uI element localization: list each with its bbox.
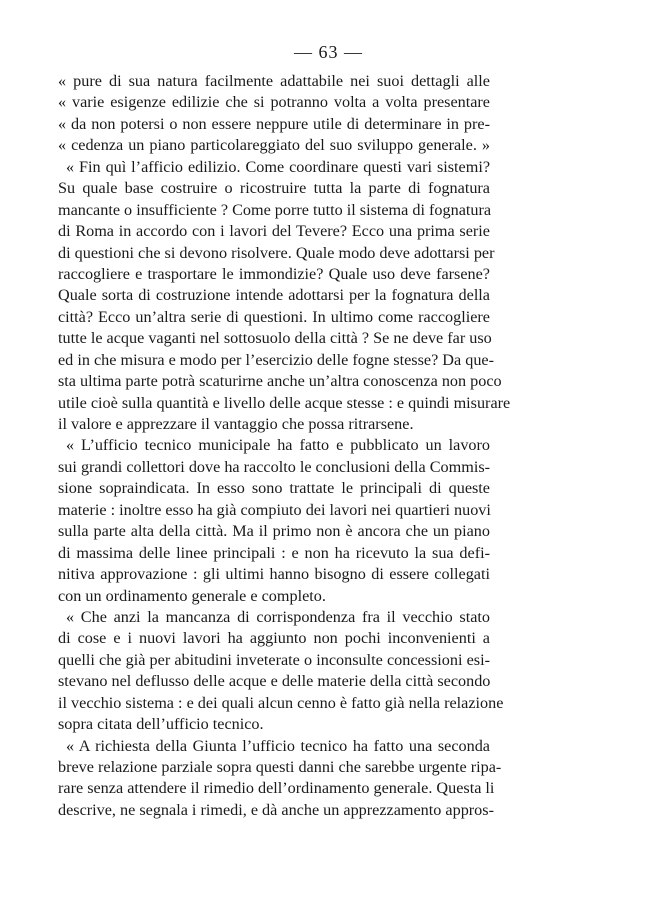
body-text: [58, 71, 511, 821]
text-line: « cedenza un piano particolareggiato del suo sviluppo generale. »: [58, 136, 490, 155]
text-line: di cose e i nuovi lavori ha aggiunto non pochi inconvenienti a: [58, 629, 490, 648]
text-line: mancante o insufficiente ? Come porre tutto il sistema di fognatura: [58, 200, 492, 219]
text-line: Quale sorta di costruzione intende adottarsi per la fognatura della: [58, 286, 490, 305]
text-line: materie : inoltre esso ha già compiuto dei lavori nei quartieri nuovi: [58, 500, 491, 519]
text-line: ed in che misura e modo per l’esercizio delle fogne stesse? Da que-: [58, 350, 494, 369]
paragraph: [58, 736, 502, 822]
paragraph: [58, 435, 490, 607]
text-line: sopra citata dell’ufficio tecnico.: [58, 715, 264, 734]
text-line: quelli che già per abitudini inveterate o inconsulte concessioni esi-: [58, 650, 490, 669]
text-line: il vecchio sistema : e dei quali alcun cenno è fatto già nella relazione: [58, 693, 504, 712]
text-line: utile cioè sulla quantità e livello delle acque stesse : e quindi misurare: [58, 393, 511, 412]
text-line: il valore e apprezzare il vantaggio che possa ritrarsene.: [58, 415, 414, 433]
text-line: sui grandi collettori dove ha raccolto le conclusioni della Commis-: [58, 457, 491, 476]
text-line: descrive, ne segnala i rimedi, e dà anche un apprezzamento appros-: [58, 800, 494, 819]
text-line: « Che anzi la mancanza di corrispondenza fra il vecchio stato: [66, 607, 490, 626]
text-line: con un ordinamento generale e completo.: [58, 586, 326, 605]
text-line: di Roma in accordo con i lavori del Tevere? Ecco una prima serie: [58, 222, 490, 241]
text-line: « L’ufficio tecnico municipale ha fatto e pubblicato un lavoro: [66, 436, 490, 455]
text-line: raccogliere e trasportare le immondizie? Quale uso deve farsene?: [58, 264, 490, 283]
text-line: di questioni che si devono risolvere. Quale modo deve adottarsi per: [58, 243, 495, 262]
page-number: — 63 —: [294, 42, 363, 62]
text-line: « A richiesta della Giunta l’ufficio tecnico ha fatto una seconda: [66, 736, 490, 755]
text-line: « da non potersi o non essere neppure utile di determinare in pre-: [58, 114, 490, 133]
paragraph: [58, 71, 490, 157]
text-line: di massima delle linee principali : e non ha ricevuto la sua defi-: [58, 543, 490, 562]
text-line: Su quale base costruire o ricostruire tutta la parte di fognatura: [58, 179, 490, 198]
text-line: sulla parte alta della città. Ma il primo non è ancora che un piano: [58, 522, 490, 541]
text-line: « Fin quì l’afficio edilizio. Come coordinare questi vari sistemi?: [66, 157, 490, 176]
paragraph: [58, 607, 504, 736]
text-line: tutte le acque vaganti nel sottosuolo della città ? Se ne deve far uso: [58, 329, 492, 348]
paragraph: [58, 157, 511, 436]
text-line: nitiva approvazione : gli ultimi hanno bisogno di essere collegati: [58, 565, 490, 584]
text-line: rare senza attendere il rimedio dell’ordinamento generale. Questa li: [58, 779, 495, 798]
text-line: sione sopraindicata. In esso sono trattate le principali di queste: [58, 479, 490, 498]
text-line: sta ultima parte potrà scaturirne anche un’altra conoscenza non poco: [58, 372, 502, 391]
text-line: « pure di sua natura facilmente adattabile nei suoi dettagli alle: [58, 72, 490, 90]
text-line: città? Ecco un’altra serie di questioni. In ultimo come raccogliere: [58, 307, 490, 326]
text-line: stevano nel deflusso delle acque e delle materie della città secondo: [58, 672, 491, 691]
text-line: « varie esigenze edilizie che si potranno volta a volta presentare: [58, 93, 490, 112]
text-line: breve relazione parziale sopra questi danni che sarebbe urgente ripa-: [58, 758, 502, 776]
